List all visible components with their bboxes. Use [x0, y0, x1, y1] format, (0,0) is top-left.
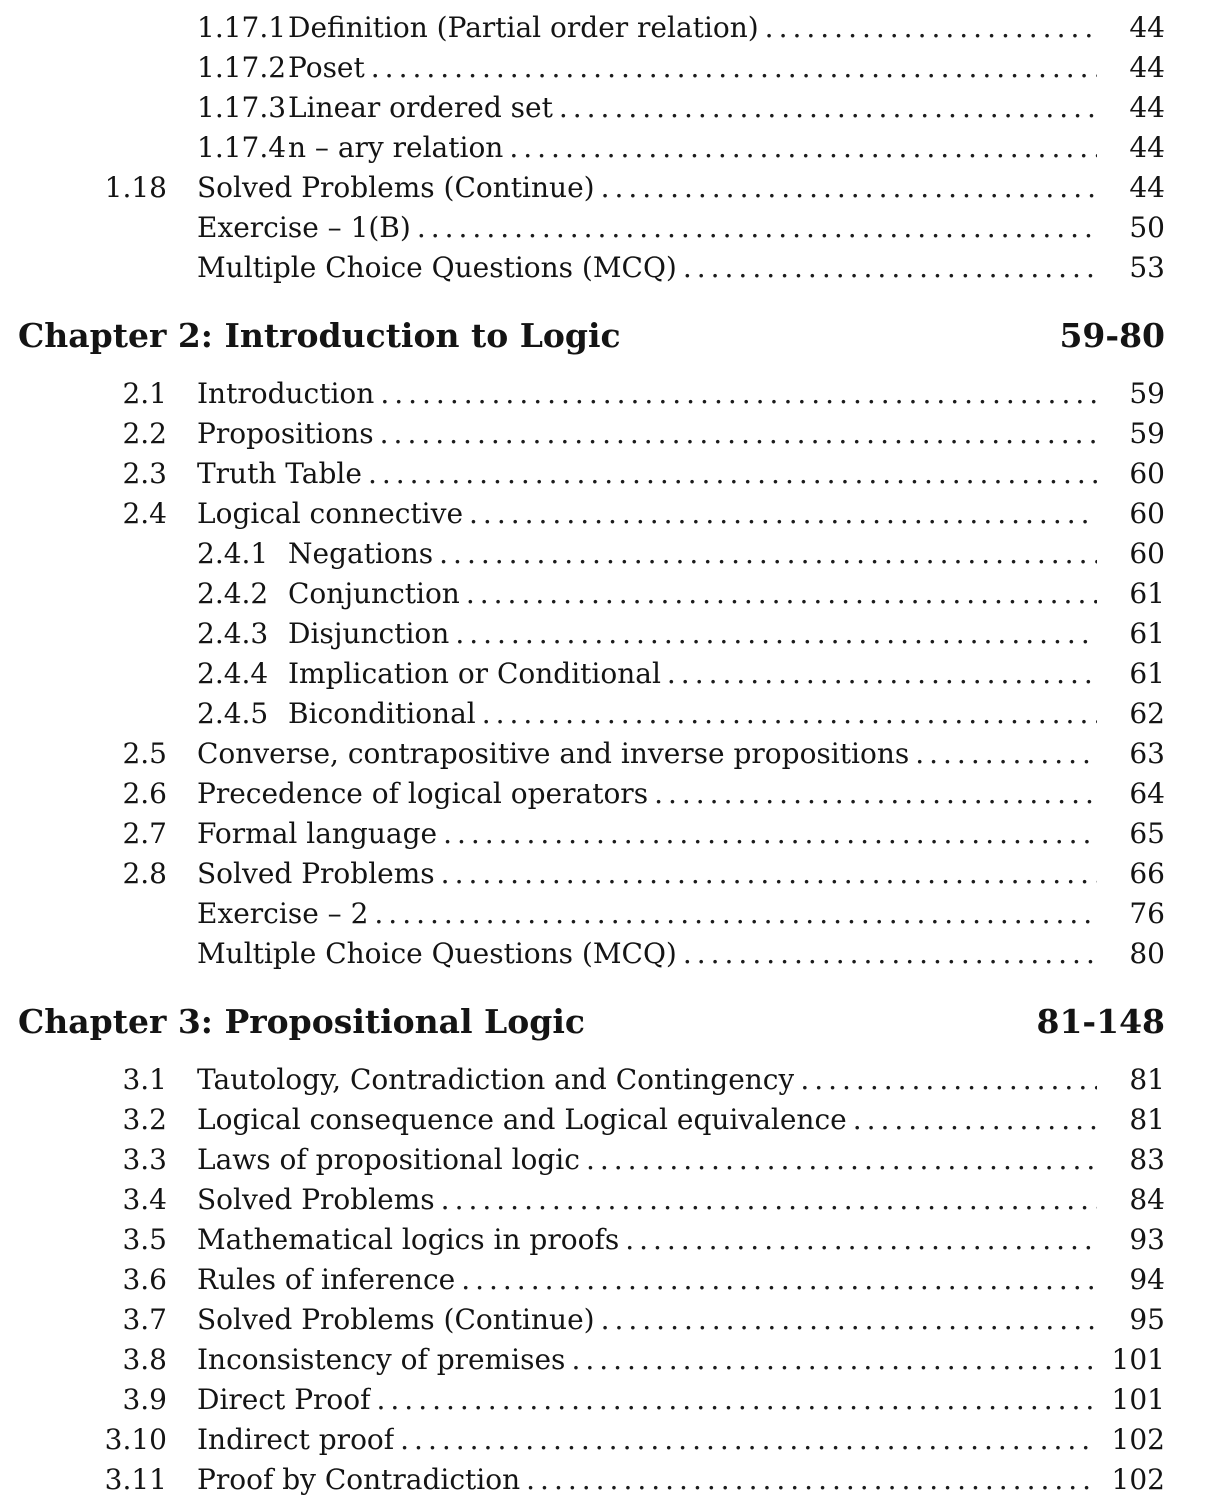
entry-title: Poset — [288, 51, 365, 84]
entry-title: Disjunction — [288, 617, 450, 650]
entry-number: 2.4.5 — [197, 697, 269, 730]
entry-title: Exercise – 1(B) — [197, 211, 411, 244]
entry-page-number: 102 — [1111, 1423, 1165, 1456]
entry-title: Laws of propositional logic — [197, 1143, 580, 1176]
toc-entry — [0, 208, 1214, 248]
dot-leader-icon — [469, 494, 1097, 534]
dot-leader-icon — [601, 168, 1097, 208]
entry-number: 3.4 — [122, 1183, 167, 1216]
toc-entry — [0, 1100, 1214, 1140]
entry-number: 2.6 — [122, 777, 167, 810]
entry-page-number: 61 — [1129, 657, 1165, 690]
entry-title: Linear ordered set — [288, 91, 553, 124]
entry-page-number: 61 — [1129, 577, 1165, 610]
chapter-title: Chapter 2: Introduction to Logic — [18, 316, 621, 355]
toc-entry — [0, 88, 1214, 128]
entry-title: Formal language — [197, 817, 438, 850]
dot-leader-icon — [400, 1420, 1097, 1460]
chapter-title: Chapter 3: Propositional Logic — [18, 1002, 585, 1041]
entry-page-number: 53 — [1129, 251, 1165, 284]
entry-number: 2.2 — [122, 417, 167, 450]
entry-number: 3.11 — [104, 1463, 167, 1496]
dot-leader-icon — [683, 248, 1097, 288]
entry-number: 3.7 — [122, 1303, 167, 1336]
table-of-contents — [0, 8, 1214, 1500]
entry-page-number: 64 — [1129, 777, 1165, 810]
entry-page-number: 102 — [1111, 1463, 1165, 1496]
entry-title: Mathematical logics in proofs — [197, 1223, 620, 1256]
entry-title: Introduction — [197, 377, 375, 410]
toc-entry — [0, 894, 1214, 934]
entry-page-number: 44 — [1129, 11, 1165, 44]
entry-number: 3.10 — [104, 1423, 167, 1456]
entry-number: 2.4.2 — [197, 577, 269, 610]
entry-page-number: 60 — [1129, 497, 1165, 530]
entry-title: Exercise – 2 — [197, 897, 369, 930]
entry-title: Precedence of logical operators — [197, 777, 649, 810]
dot-leader-icon — [380, 414, 1097, 454]
entry-page-number: 44 — [1129, 171, 1165, 204]
entry-page-number: 84 — [1129, 1183, 1165, 1216]
entry-title: Negations — [288, 537, 434, 570]
entry-title: Logical consequence and Logical equivalence — [197, 1103, 847, 1136]
entry-page-number: 66 — [1129, 857, 1165, 890]
dot-leader-icon — [380, 374, 1097, 414]
entry-page-number: 50 — [1129, 211, 1165, 244]
dot-leader-icon — [683, 934, 1097, 974]
toc-entry — [0, 1180, 1214, 1220]
dot-leader-icon — [455, 614, 1097, 654]
toc-entry — [0, 1380, 1214, 1420]
dot-leader-icon — [417, 208, 1097, 248]
dot-leader-icon — [374, 894, 1097, 934]
entry-title: Solved Problems (Continue) — [197, 171, 595, 204]
dot-leader-icon — [439, 534, 1097, 574]
entry-page-number: 44 — [1129, 51, 1165, 84]
chapter-page-range: 59-80 — [1059, 316, 1165, 355]
entry-page-number: 63 — [1129, 737, 1165, 770]
toc-entry — [0, 1460, 1214, 1500]
entry-page-number: 95 — [1129, 1303, 1165, 1336]
dot-leader-icon — [368, 454, 1097, 494]
toc-entry — [0, 1140, 1214, 1180]
entry-number: 3.6 — [122, 1263, 167, 1296]
toc-entry — [0, 574, 1214, 614]
entry-title: Truth Table — [197, 457, 362, 490]
dot-leader-icon — [441, 854, 1097, 894]
dot-leader-icon — [371, 48, 1097, 88]
entry-page-number: 44 — [1129, 91, 1165, 124]
entry-title: Inconsistency of premises — [197, 1343, 566, 1376]
toc-entry — [0, 414, 1214, 454]
entry-number: 1.17.4 — [197, 131, 287, 164]
entry-title: Rules of inference — [197, 1263, 456, 1296]
toc-entry — [0, 374, 1214, 414]
entry-page-number: 60 — [1129, 537, 1165, 570]
entry-page-number: 81 — [1129, 1063, 1165, 1096]
entry-page-number: 59 — [1129, 417, 1165, 450]
toc-entry — [0, 454, 1214, 494]
toc-entry — [0, 1340, 1214, 1380]
entry-page-number: 44 — [1129, 131, 1165, 164]
entry-number: 2.8 — [122, 857, 167, 890]
entry-page-number: 76 — [1129, 897, 1165, 930]
dot-leader-icon — [559, 88, 1097, 128]
entry-title: Biconditional — [288, 697, 476, 730]
entry-title: Indirect proof — [197, 1423, 395, 1456]
entry-number: 3.1 — [122, 1063, 167, 1096]
chapter-heading-row — [0, 1000, 1214, 1044]
dot-leader-icon — [571, 1340, 1097, 1380]
dot-leader-icon — [586, 1140, 1097, 1180]
toc-entry — [0, 248, 1214, 288]
entry-page-number: 83 — [1129, 1143, 1165, 1176]
entry-number: 3.5 — [122, 1223, 167, 1256]
entry-number: 3.3 — [122, 1143, 167, 1176]
dot-leader-icon — [915, 734, 1097, 774]
toc-entry — [0, 774, 1214, 814]
toc-entry — [0, 1260, 1214, 1300]
dot-leader-icon — [800, 1060, 1097, 1100]
entry-page-number: 93 — [1129, 1223, 1165, 1256]
dot-leader-icon — [509, 128, 1097, 168]
entry-number: 2.7 — [122, 817, 167, 850]
entry-title: Converse, contrapositive and inverse propositions — [197, 737, 910, 770]
entry-title: n – ary relation — [288, 131, 504, 164]
entry-page-number: 101 — [1111, 1343, 1165, 1376]
entry-title: Propositions — [197, 417, 374, 450]
dot-leader-icon — [443, 814, 1097, 854]
entry-page-number: 80 — [1129, 937, 1165, 970]
entry-title: Definition (Partial order relation) — [288, 11, 759, 44]
toc-entry — [0, 1420, 1214, 1460]
toc-entry — [0, 814, 1214, 854]
entry-number: 2.3 — [122, 457, 167, 490]
entry-title: Conjunction — [288, 577, 460, 610]
toc-entry — [0, 1060, 1214, 1100]
entry-page-number: 101 — [1111, 1383, 1165, 1416]
entry-page-number: 61 — [1129, 617, 1165, 650]
toc-entry — [0, 614, 1214, 654]
entry-page-number: 65 — [1129, 817, 1165, 850]
entry-title: Multiple Choice Questions (MCQ) — [197, 937, 677, 970]
toc-entry — [0, 1300, 1214, 1340]
chapter-page-range: 81-148 — [1036, 1002, 1165, 1041]
entry-title: Direct Proof — [197, 1383, 371, 1416]
entry-title: Tautology, Contradiction and Contingency — [197, 1063, 795, 1096]
entry-page-number: 60 — [1129, 457, 1165, 490]
entry-page-number: 62 — [1129, 697, 1165, 730]
entry-number: 3.2 — [122, 1103, 167, 1136]
toc-entry — [0, 168, 1214, 208]
entry-number: 2.4 — [122, 497, 167, 530]
toc-entry — [0, 8, 1214, 48]
toc-entry — [0, 694, 1214, 734]
dot-leader-icon — [853, 1100, 1097, 1140]
dot-leader-icon — [377, 1380, 1098, 1420]
toc-entry — [0, 654, 1214, 694]
entry-number: 3.8 — [122, 1343, 167, 1376]
dot-leader-icon — [466, 574, 1097, 614]
dot-leader-icon — [625, 1220, 1097, 1260]
entry-page-number: 94 — [1129, 1263, 1165, 1296]
entry-title: Logical connective — [197, 497, 464, 530]
entry-number: 1.17.2 — [197, 51, 287, 84]
entry-number: 1.17.3 — [197, 91, 287, 124]
entry-title: Multiple Choice Questions (MCQ) — [197, 251, 677, 284]
entry-number: 2.5 — [122, 737, 167, 770]
chapter-heading-row — [0, 314, 1214, 358]
entry-number: 2.4.3 — [197, 617, 269, 650]
dot-leader-icon — [601, 1300, 1097, 1340]
entry-page-number: 59 — [1129, 377, 1165, 410]
entry-page-number: 81 — [1129, 1103, 1165, 1136]
entry-number: 1.17.1 — [197, 11, 287, 44]
entry-number: 2.4.4 — [197, 657, 269, 690]
dot-leader-icon — [765, 8, 1097, 48]
entry-title: Solved Problems (Continue) — [197, 1303, 595, 1336]
entry-title: Proof by Contradiction — [197, 1463, 521, 1496]
toc-entry — [0, 48, 1214, 88]
toc-entry — [0, 1220, 1214, 1260]
toc-entry — [0, 854, 1214, 894]
toc-entry — [0, 494, 1214, 534]
dot-leader-icon — [441, 1180, 1097, 1220]
entry-number: 3.9 — [122, 1383, 167, 1416]
entry-title: Implication or Conditional — [288, 657, 661, 690]
dot-leader-icon — [482, 694, 1097, 734]
toc-entry — [0, 128, 1214, 168]
entry-number: 2.4.1 — [197, 537, 269, 570]
entry-number: 2.1 — [122, 377, 167, 410]
dot-leader-icon — [526, 1460, 1097, 1500]
dot-leader-icon — [654, 774, 1097, 814]
entry-number: 1.18 — [104, 171, 167, 204]
entry-title: Solved Problems — [197, 1183, 435, 1216]
dot-leader-icon — [461, 1260, 1097, 1300]
dot-leader-icon — [667, 654, 1097, 694]
toc-entry — [0, 734, 1214, 774]
toc-entry — [0, 534, 1214, 574]
entry-title: Solved Problems — [197, 857, 435, 890]
toc-entry — [0, 934, 1214, 974]
